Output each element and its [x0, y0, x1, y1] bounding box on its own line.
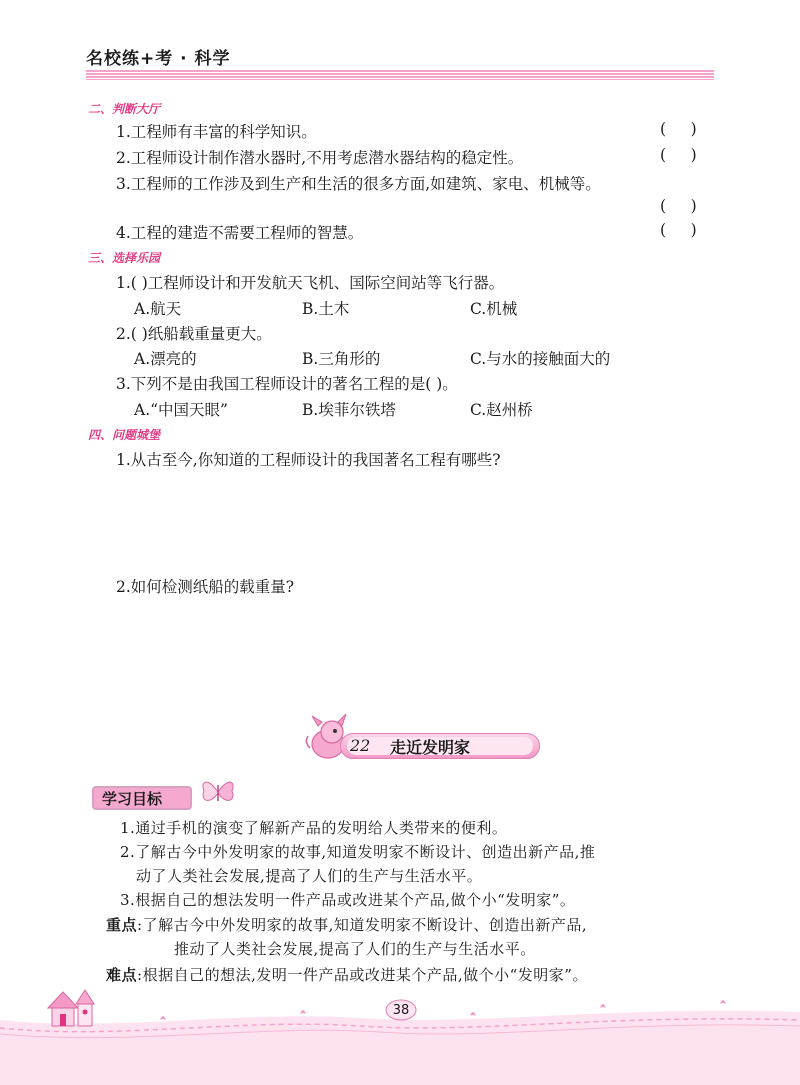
book-title: 名校练+考 · 科学 — [86, 49, 231, 69]
goal-line-1: 1.通过手机的演变了解新产品的发明给人类带来的便利。 — [120, 819, 508, 837]
section-heading-judgement: 二、判断大厅 — [88, 102, 161, 116]
choice-1-option-c[interactable]: C.机械 — [470, 300, 518, 318]
difficult-point-text: :根据自己的想法,发明一件产品或改进某个产品,做个小“发明家”。 — [137, 966, 588, 984]
key-point-text-cont: 推动了人类社会发展,提高了人们的生产与生活水平。 — [174, 940, 536, 958]
choice-question-3: 3.下列不是由我国工程师设计的著名工程的是( )。 — [116, 375, 458, 393]
goal-label: 学习目标 — [102, 790, 163, 808]
choice-3-option-a[interactable]: A.“中国天眼” — [134, 401, 228, 419]
goal-line-2: 2.了解古今中外发明家的故事,知道发明家不断设计、创造出新产品,推 — [120, 843, 596, 861]
choice-3-option-b[interactable]: B.埃菲尔铁塔 — [302, 401, 396, 419]
judgement-question-2: 2.工程师设计制作潜水器时,不用考虑潜水器结构的稳定性。 — [116, 149, 524, 167]
open-question-2: 2.如何检测纸船的载重量? — [116, 578, 295, 596]
header-bar — [86, 70, 714, 80]
judgement-question-3: 3.工程师的工作涉及到生产和生活的很多方面,如建筑、家电、机械等。 — [116, 175, 601, 193]
choice-2-option-a[interactable]: A.漂亮的 — [134, 350, 197, 368]
castle-icon — [44, 984, 104, 1030]
chapter-title: 走近发明家 — [390, 738, 471, 757]
judgement-question-1: 1.工程师有丰富的科学知识。 — [116, 123, 317, 141]
goal-line-3: 3.根据自己的想法发明一件产品或改进某个产品,做个小“发明家”。 — [120, 891, 576, 909]
difficult-point-label: 难点 — [106, 966, 138, 984]
page-number: 38 — [392, 1003, 410, 1018]
choice-1-option-b[interactable]: B.土木 — [302, 300, 350, 318]
key-point-label: 重点 — [106, 916, 138, 934]
choice-question-2: 2.( )纸船载重量更大。 — [116, 325, 272, 343]
answer-paren-1[interactable]: ( ) — [660, 120, 697, 138]
key-point — [106, 914, 587, 935]
choice-2-option-b[interactable]: B.三角形的 — [302, 350, 381, 368]
section-heading-questions: 四、问题城堡 — [88, 428, 161, 442]
section-heading-choice: 三、选择乐园 — [88, 251, 161, 265]
choice-1-option-a[interactable]: A.航天 — [134, 300, 182, 318]
answer-paren-2[interactable]: ( ) — [660, 146, 697, 164]
goal-line-2-cont: 动了人类社会发展,提高了人们的生产与生活水平。 — [136, 867, 483, 885]
key-point-text: :了解古今中外发明家的故事,知道发明家不断设计、创造出新产品, — [137, 916, 588, 934]
choice-2-option-c[interactable]: C.与水的接触面大的 — [470, 350, 611, 368]
choice-3-option-c[interactable]: C.赵州桥 — [470, 401, 533, 419]
choice-question-1: 1.( )工程师设计和开发航天飞机、国际空间站等飞行器。 — [116, 274, 505, 292]
judgement-question-4: 4.工程的建造不需要工程师的智慧。 — [116, 224, 364, 242]
answer-paren-4[interactable]: ( ) — [660, 221, 697, 239]
open-question-1: 1.从古至今,你知道的工程师设计的我国著名工程有哪些? — [116, 451, 501, 469]
butterfly-icon — [198, 775, 238, 809]
chapter-number: 22 — [350, 736, 371, 755]
difficult-point — [106, 964, 588, 985]
answer-paren-3[interactable]: ( ) — [660, 197, 697, 215]
